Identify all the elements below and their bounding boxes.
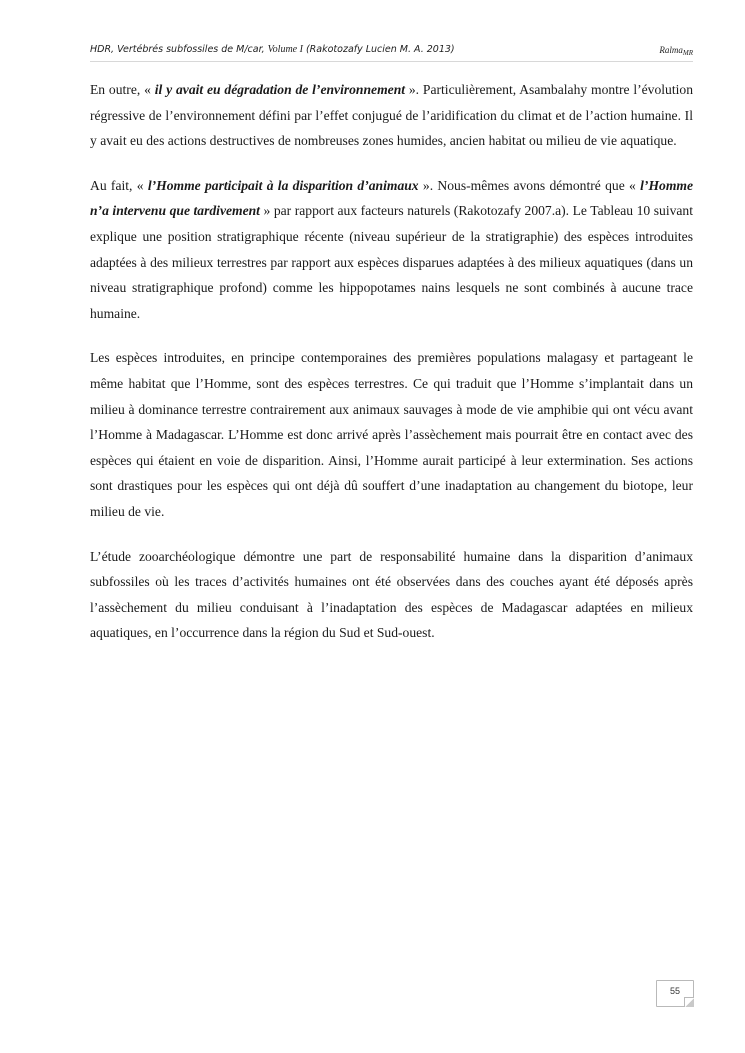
header-author-mark xyxy=(659,45,693,57)
header-author-main: Ralma xyxy=(659,45,683,55)
paragraph-2-text-a: Au fait, « xyxy=(90,177,148,193)
paragraph-2-text-c: » par rapport aux facteurs naturels (Rakotozafy 2007.a). Le Tableau 10 suivant explique une position stratigraphique récente (niveau supérieur de la stratigraphie) des espèces introduites adaptées à des milieux terrestres par rapport aux espèces disparues adaptées à des milieux aquatiques (dans un niveau stratigraphique profond) comme les hippopotames nains lesquels ne sont combinés à aucune trace humaine. xyxy=(90,203,693,321)
header-title xyxy=(90,44,455,55)
paragraph-2-text-b: ». Nous-mêmes avons démontré que « xyxy=(418,177,641,193)
document-body xyxy=(90,77,693,665)
paragraph-1-text-b: ». Particulièrement, Asambalahy montre l’évolution régressive de l’environnement défini par l’effet conjugué de l’aridification du climat et de l’action humaine. Il y avait eu des actions destructives de nombreuses zones humides, ancien habitat ou milieu de vie aquatique. xyxy=(90,82,693,149)
header-author-sub: MR xyxy=(682,49,693,57)
paragraph-2 xyxy=(90,173,693,327)
header-volume: Volume I xyxy=(267,44,303,55)
paragraph-1-text-a: En outre, « xyxy=(90,82,155,97)
header-divider xyxy=(90,61,693,62)
header-title-suffix: (Rakotozafy Lucien M. A. 2013) xyxy=(302,44,455,55)
paragraph-2-emphasis-2: l’Homme n’a intervenu que tardivement xyxy=(90,177,693,219)
paragraph-2-emphasis-1: l’Homme participait à la disparition d’animaux xyxy=(147,177,419,193)
paragraph-1-emphasis: il y avait eu dégradation de l’environnement xyxy=(154,82,406,97)
page-header xyxy=(90,44,693,66)
header-title-prefix: HDR, Vertébrés subfossiles de M/car, xyxy=(90,44,268,55)
page-number-box xyxy=(656,980,694,1007)
page-curl-icon xyxy=(684,997,694,1007)
paragraph-4: L’étude zooarchéologique démontre une part de responsabilité humaine dans la disparition d’animaux subfossiles où les traces d’activités humaines ont été observées dans des couches ayant été déposés après l’assèchement du milieu conduisant à l’inadaptation des espèces de Madagascar adaptées en milieux aquatiques, en l’occurrence dans la région du Sud et Sud-ouest. xyxy=(90,548,693,641)
paragraph-1 xyxy=(90,77,693,154)
page-number: 55 xyxy=(669,986,680,996)
paragraph-3: Les espèces introduites, en principe contemporaines des premières populations malagasy et partageant le même habitat que l’Homme, sont des espèces terrestres. Ce qui traduit que l’Homme s’implantait dans un milieu à dominance terrestre contrairement aux animaux sauvages à mode de vie amphibie qui ont vécu avant l’Homme à Madagascar. L’Homme est donc arrivé après l’assèchement mais pourrait être en contact avec des espèces qui étaient en voie de disparition. Ainsi, l’Homme aurait participé à leur extermination. Ses actions sont drastiques pour les espèces qui ont déjà dû souffert d’une inadaptation au changement du biotope, leur milieu de vie. xyxy=(90,350,693,519)
